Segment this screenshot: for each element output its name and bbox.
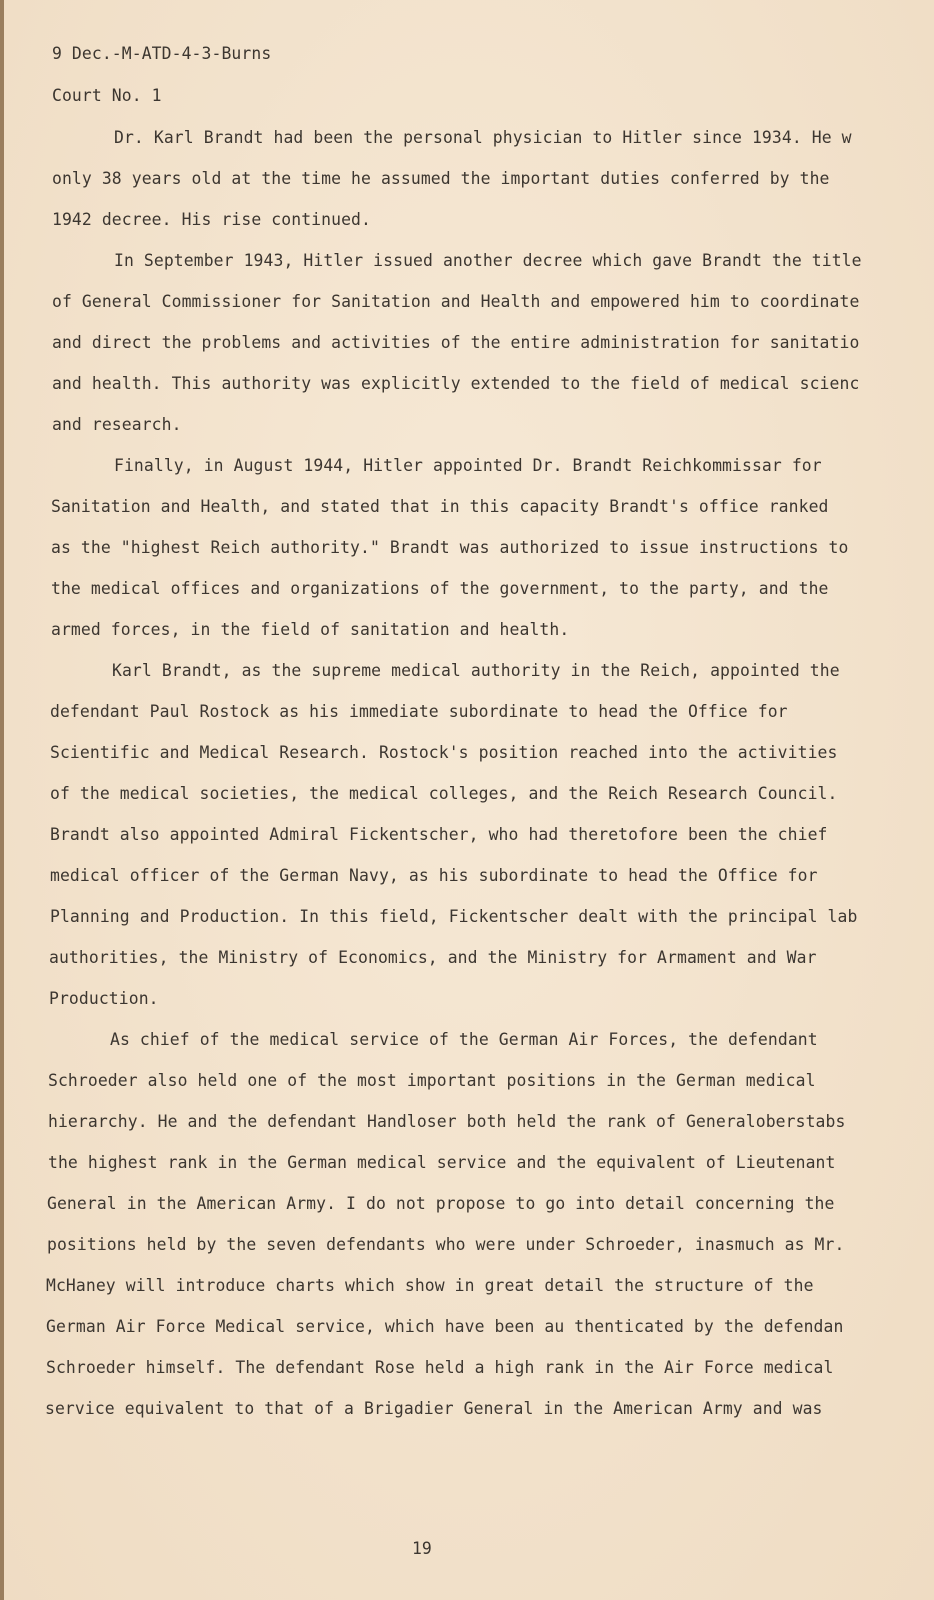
text-line: only 38 years old at the time he assumed the important duties conferred by the	[52, 169, 830, 188]
text-line: 1942 decree. His rise continued.	[52, 210, 371, 229]
text-line: Sanitation and Health, and stated that in this capacity Brandt's office ranked	[51, 497, 829, 516]
text-line: As chief of the medical service of the German Air Forces, the defendant	[110, 1030, 818, 1049]
text-line: McHaney will introduce charts which show in great detail the structure of the	[46, 1276, 814, 1295]
text-line: Dr. Karl Brandt had been the personal physician to Hitler since 1934. He w	[114, 128, 852, 147]
text-line: medical officer of the German Navy, as his subordinate to head the Office for	[50, 866, 818, 885]
text-line: defendant Paul Rostock as his immediate subordinate to head the Office for	[50, 702, 788, 721]
text-line: Scientific and Medical Research. Rostock's position reached into the activities	[50, 743, 838, 762]
text-line: Planning and Production. In this field, Fickentscher dealt with the principal lab	[50, 907, 858, 926]
text-line: and research.	[52, 415, 182, 434]
text-line: General in the American Army. I do not propose to go into detail concerning the	[47, 1194, 835, 1213]
text-line: armed forces, in the field of sanitation and health.	[51, 620, 570, 639]
text-line: Brandt also appointed Admiral Fickentscher, who had theretofore been the chief	[50, 825, 828, 844]
text-line: Finally, in August 1944, Hitler appointed Dr. Brandt Reichkommissar for	[114, 456, 822, 475]
text-line: Schroeder himself. The defendant Rose held a high rank in the Air Force medical	[46, 1358, 834, 1377]
text-line: and health. This authority was explicitly extended to the field of medical scienc	[52, 374, 860, 393]
page-number: 19	[412, 1539, 432, 1558]
text-line: as the "highest Reich authority." Brandt was authorized to issue instructions to	[51, 538, 849, 557]
text-line: of the medical societies, the medical colleges, and the Reich Research Council.	[50, 784, 838, 803]
text-line: the highest rank in the German medical service and the equivalent of Lieutenant	[48, 1153, 836, 1172]
header-reference: 9 Dec.-M-ATD-4-3-Burns	[52, 44, 272, 63]
text-line: the medical offices and organizations of the government, to the party, and the	[51, 579, 829, 598]
text-line: Karl Brandt, as the supreme medical authority in the Reich, appointed the	[112, 661, 840, 680]
text-line: hierarchy. He and the defendant Handloser both held the rank of Generaloberstabs	[48, 1112, 846, 1131]
text-line: authorities, the Ministry of Economics, and the Ministry for Armament and War	[49, 948, 817, 967]
text-line: service equivalent to that of a Brigadier General in the American Army and was	[45, 1399, 823, 1418]
text-line: German Air Force Medical service, which have been au thenticated by the defendan	[46, 1317, 844, 1336]
text-line: Production.	[49, 989, 159, 1008]
text-line: In September 1943, Hitler issued another decree which gave Brandt the title	[114, 251, 862, 270]
header-court: Court No. 1	[52, 86, 162, 105]
text-line: and direct the problems and activities of the entire administration for sanitatio	[52, 333, 860, 352]
text-line: of General Commissioner for Sanitation and Health and empowered him to coordinate	[52, 292, 860, 311]
text-line: positions held by the seven defendants who were under Schroeder, inasmuch as Mr.	[47, 1235, 845, 1254]
text-line: Schroeder also held one of the most important positions in the German medical	[48, 1071, 816, 1090]
